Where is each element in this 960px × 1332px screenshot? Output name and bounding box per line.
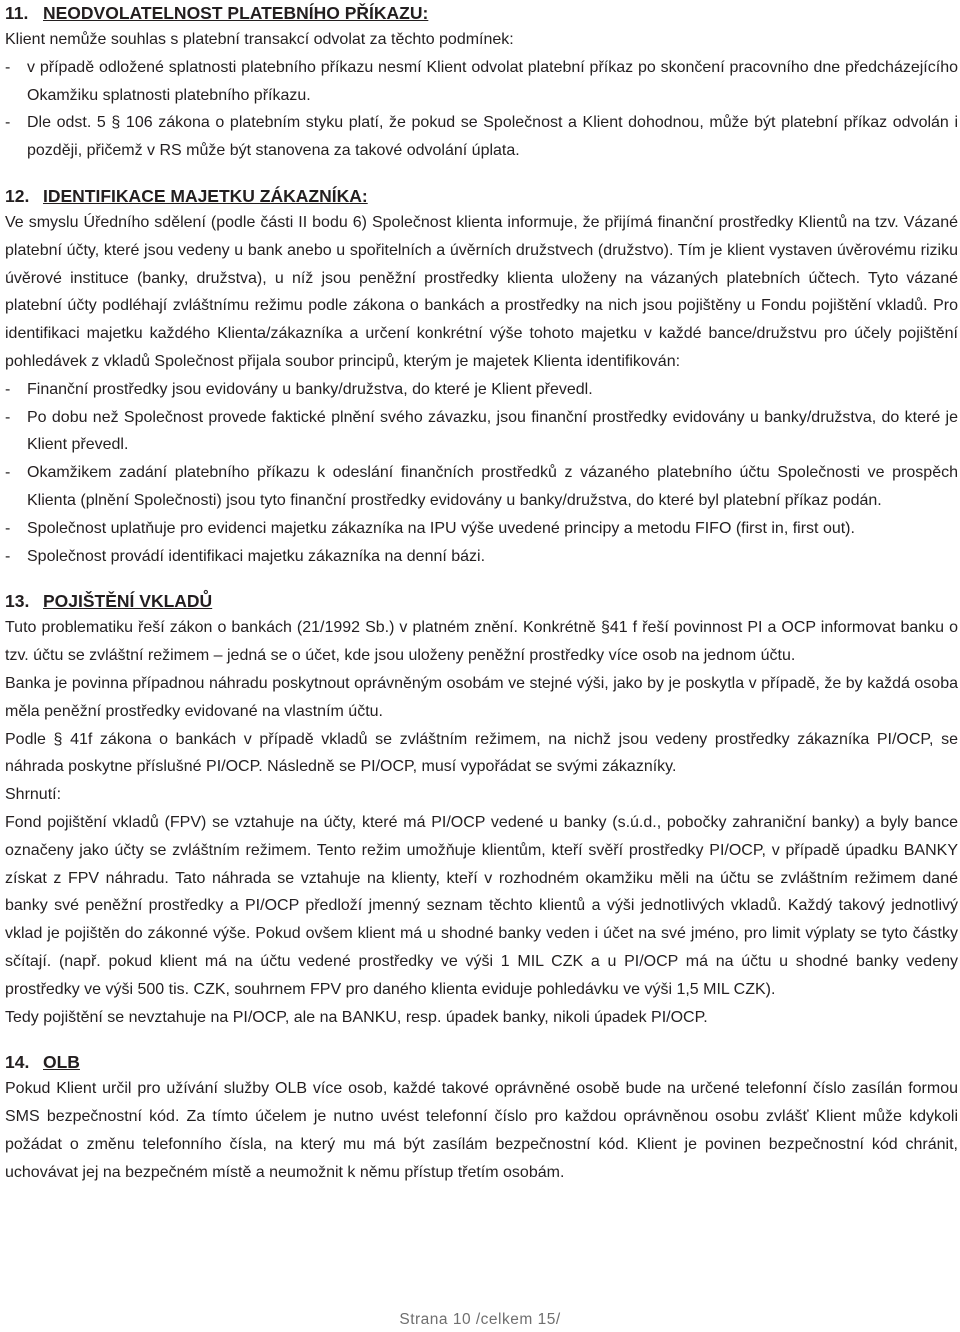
section-11-list	[5, 54, 958, 165]
section-13-heading	[5, 588, 958, 614]
list-item: - Okamžikem zadání platebního příkazu k odeslání finančních prostředků z vázaného platebního účtu Společnosti ve prospěch Klienta (plnění Společnosti) jsou tyto finanční prostředky evidovány u banky/družstva, do které byl platební příkaz podán.	[5, 459, 958, 515]
section-14	[5, 1049, 958, 1186]
list-item: - v případě odložené splatnosti platebního příkazu nesmí Klient odvolat platební příkaz po skončení pracovního dne předcházejícího Okamžiku splatnosti platebního příkazu.	[5, 54, 958, 110]
section-13-summary-label: Shrnutí:	[5, 786, 62, 804]
document-page	[5, 0, 958, 1186]
section-13-title: POJIŠTĚNÍ VKLADŮ	[43, 591, 213, 612]
section-11-heading	[5, 0, 958, 26]
section-13-paragraph: Banka je povinna případnou náhradu poskytnout oprávněným osobám ve stejné výši, jako by je poskytla v případě, že by každá osoba měla peněžní prostředky evidované na vlastním účtu.	[5, 674, 958, 720]
section-13-paragraph: Tuto problematiku řeší zákon o bankách (21/1992 Sb.) v platném znění. Konkrétně §41 f řeší povinnost PI a OCP informovat banku o tzv. účtu se zvláštní režimem – jedná se o účet, kde jsou uloženy peněžní prostředky více osob na jednom účtu.	[5, 619, 958, 665]
section-12-title: IDENTIFIKACE MAJETKU ZÁKAZNÍKA:	[43, 185, 368, 206]
section-11-intro: Klient nemůže souhlas s platební transakcí odvolat za těchto podmínek:	[5, 31, 514, 48]
list-item: - Po dobu než Společnost provede faktické plnění svého závazku, jsou finanční prostředky evidovány u banky/družstva, do které je Klient převedl.	[5, 404, 958, 460]
section-13-paragraph: Podle § 41f zákona o bankách v případě vkladů se zvláštním režimem, na nichž jsou vedeny prostředky zákazníka PI/OCP, se náhrada poskytne příslušné PI/OCP. Následně se PI/OCP, musí vypořádat se svými zákazníky.	[5, 730, 958, 776]
section-14-title: OLB	[43, 1052, 80, 1073]
section-13-paragraph: Fond pojištění vkladů (FPV) se vztahuje na účty, které má PI/OCP vedené u banky (s.ú.d., pobočky zahraniční banky) a byly bance označeny jako účty se zvláštním režimem. Tento režim umožňuje klientům, kteří svěří prostředky PI/OCP, v případě úpadku BANKY získat z FPV náhradu. Tato náhrada se vztahuje na klienty, kteří v rozhodném okamžiku měli na účtu se zvláštním režimem dané banky své peněžní prostředky a PI/OCP předloží jmenný seznam těchto klientů a výši jednotlivých vkladů. Každý takový jednotlivý vklad je pojištěn do zákonné výše. Pokud ovšem klient má u shodné banky veden i účet na své jméno, pro limit výplaty se tyto částky sčítají. (např. pokud klient má na účtu vedené prostředky ve výši 1 MIL CZK a u PI/OCP má na účtu u shodné banky vedeny prostředky ve výši 500 tis. CZK, souhrnem FPV pro daného klienta eviduje pohledávku ve výši 1,5 MIL CZK).	[5, 813, 958, 998]
list-item: - Finanční prostředky jsou evidovány u banky/družstva, do které je Klient převedl.	[5, 376, 958, 404]
section-13-number: 13.	[5, 591, 30, 612]
section-12	[5, 183, 958, 570]
section-12-list	[5, 376, 958, 571]
section-11	[5, 0, 958, 165]
section-12-number: 12.	[5, 185, 30, 206]
page-footer: Strana 10 /celkem 15/	[399, 1311, 561, 1328]
section-14-paragraph: Pokud Klient určil pro užívání služby OLB více osob, každé takové oprávněné osobě bude na určené telefonní číslo zasílán formou SMS bezpečnostní kód. Za tímto účelem je nutno uvést telefonní číslo pro každou oprávněnou osobu zvlášť Klient může kdykoli požádat o změnu telefonního čísla, na který mu má být zasílám bezpečnostní kód. Klient je povinen bezpečnostní kód chránit, uchovávat jej na bezpečném místě a neumožnit k němu přístup třetím osobám.	[5, 1080, 958, 1181]
list-item: - Společnost uplatňuje pro evidenci majetku zákazníka na IPU výše uvedené principy a metodu FIFO (first in, first out).	[5, 515, 958, 543]
section-14-number: 14.	[5, 1052, 30, 1073]
section-13	[5, 588, 958, 1031]
section-13-paragraph: Tedy pojištění se nevztahuje na PI/OCP, ale na BANKU, resp. úpadek banky, nikoli úpadek PI/OCP.	[5, 1008, 708, 1026]
list-item: - Dle odst. 5 § 106 zákona o platebním styku platí, že pokud se Společnost a Klient dohodnou, může být platební příkaz odvolán i později, přičemž v RS může být stanovena za takové odvolání úplata.	[5, 109, 958, 165]
section-14-heading	[5, 1049, 958, 1075]
section-11-title: NEODVOLATELNOST PLATEBNÍHO PŘÍKAZU:	[43, 3, 429, 23]
section-12-paragraph: Ve smyslu Úředního sdělení (podle části II bodu 6) Společnost klienta informuje, že přijímá finanční prostředky Klientů na tzv. Vázané platební účty, které jsou vedeny u bank anebo u spořitelních a úvěrních družstvech (družstvo). Tím je klient vystaven úvěrovému riziku úvěrové instituce (banky, družstva), u níž jsou peněžní prostředky klienta uloženy na vázaných platebních účtech. Tyto vázané platební účty podléhají zvláštnímu režimu podle zákona o bankách a prostředky na nich jsou pojištěny u Fondu pojištění vkladů. Pro identifikaci majetku každého Klienta/zákazníka a určení konkrétní výše tohoto majetku v každé bance/družstvu pro účely pojištění pohledávek z vkladů Společnost přijala soubor principů, kterým je majetek Klienta identifikován:	[5, 213, 958, 370]
section-11-number: 11.	[5, 3, 29, 23]
list-item: - Společnost provádí identifikaci majetku zákazníka na denní bázi.	[5, 543, 958, 571]
section-12-heading	[5, 183, 958, 209]
